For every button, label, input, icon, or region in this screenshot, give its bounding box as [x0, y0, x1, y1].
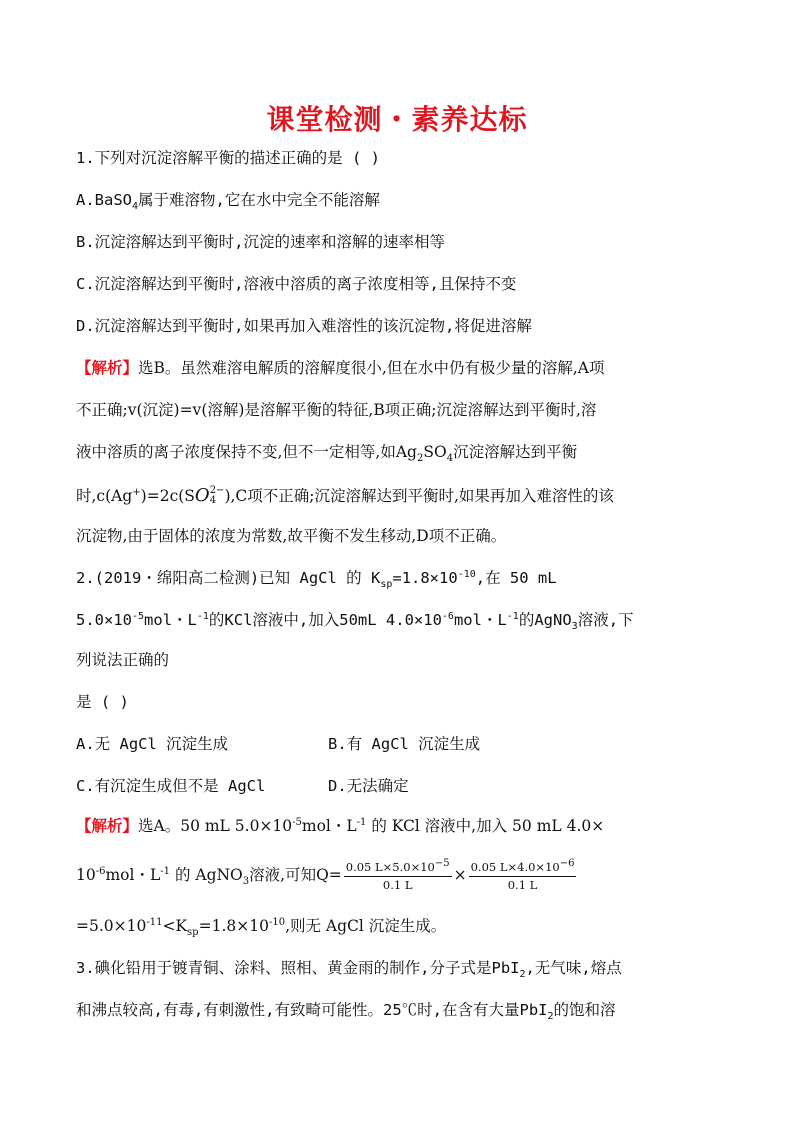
q2-line-3: 列说法正确的 [76, 651, 170, 669]
a1-line-5: 沉淀物,由于固体的浓度为常数,故平衡不发生移动,D项不正确。 [76, 527, 507, 545]
q3-line-2: 和沸点较高,有毒,有刺激性,有致畸可能性。25℃时,在含有大量PbI$_2$的饱和溶 [76, 1001, 616, 1023]
fraction-agno3: $\frac{0.05 L\times 4.0\times 10^{-6}}{0.1 L}$ [470, 857, 575, 892]
sulfate-ion: O 2− 4 [194, 485, 225, 506]
q2-line-2: $5.0\times 10^{-5}mol$・$L^{-1}$的KCl溶液中,加入50mL $4.0\times 10^{-6}mol$・$L^{-1}$的AgNO$_3$溶液,下 [76, 610, 634, 633]
a2-line-2: $10^{-6}mol$・$L^{-1}$ 的 AgNO$_3$溶液,可知Q= $\frac{0.05 L\times 5.0\times 10^{-5}}{0.1 L}$ × $\frac{0.05 L\times 4.0\times 10^{-6}}{0.1 L}$ [76, 857, 575, 892]
a1-line-2: 不正确;v(沉淀)=v(溶解)是溶解平衡的特征,B项正确;沉淀溶解达到平衡时,溶 [76, 401, 597, 419]
q1-stem: 1.下列对沉淀溶解平衡的描述正确的是 ( ) [76, 149, 380, 167]
q3-line-1: 3.碘化铅用于镀青铜、涂料、照相、黄金雨的制作,分子式是PbI$_2$,无气味,熔点 [76, 959, 622, 981]
q2-line-4: 是 ( ) [76, 693, 129, 711]
q2-option-a: A.无 AgCl 沉淀生成 [76, 735, 229, 753]
q2-option-d: D.无法确定 [328, 777, 409, 795]
q2-option-b: B.有 AgCl 沉淀生成 [328, 735, 481, 753]
q1-option-b: B.沉淀溶解达到平衡时,沉淀的速率和溶解的速率相等 [76, 233, 445, 251]
a1-line-3: 液中溶质的离子浓度保持不变,但不一定相等,如$Ag_2SO_4$沉淀溶解达到平衡 [76, 443, 578, 465]
q1-option-d: D.沉淀溶解达到平衡时,如果再加入难溶性的该沉淀物,将促进溶解 [76, 317, 532, 335]
times-sign: × [453, 866, 467, 884]
q1-option-c: C.沉淀溶解达到平衡时,溶液中溶质的离子浓度相等,且保持不变 [76, 275, 517, 293]
q2-option-c: C.有沉淀生成但不是 AgCl [76, 777, 266, 795]
q2-line-1: 2.(2019・绵阳高二检测)已知 AgCl 的 $K_{sp}=1.8\times 10^{-10}$,在 50 mL [76, 568, 557, 591]
a2-line-1: 【解析】选A。50 mL $5.0\times 10^{-5}mol$・$L^{-1}$ 的 KCl 溶液中,加入 50 mL 4.0× [76, 816, 605, 835]
page-title: 课堂检测・素养达标 [266, 103, 528, 136]
fraction-kcl: $\frac{0.05 L\times 5.0\times 10^{-5}}{0.1 L}$ [345, 857, 450, 892]
a1-line-1: 【解析】选B。虽然难溶电解质的溶解度很小,但在水中仍有极少量的溶解,A项 [76, 358, 605, 377]
analysis-tag: 【解析】 [76, 816, 139, 835]
a2-line-3: $=5.0\times 10^{-11}<K_{sp}=1.8\times 10^{-10}$,则无 AgCl 沉淀生成。 [76, 916, 447, 939]
analysis-tag: 【解析】 [76, 358, 139, 377]
a1-line-4: 时,c(Ag+)=2c(SO 2− 4 ),C项不正确;沉淀溶解达到平衡时,如果再加入难溶性的该 [76, 485, 614, 506]
q1-option-a: A.BaSO$_4$属于难溶物,它在水中完全不能溶解 [76, 191, 380, 213]
